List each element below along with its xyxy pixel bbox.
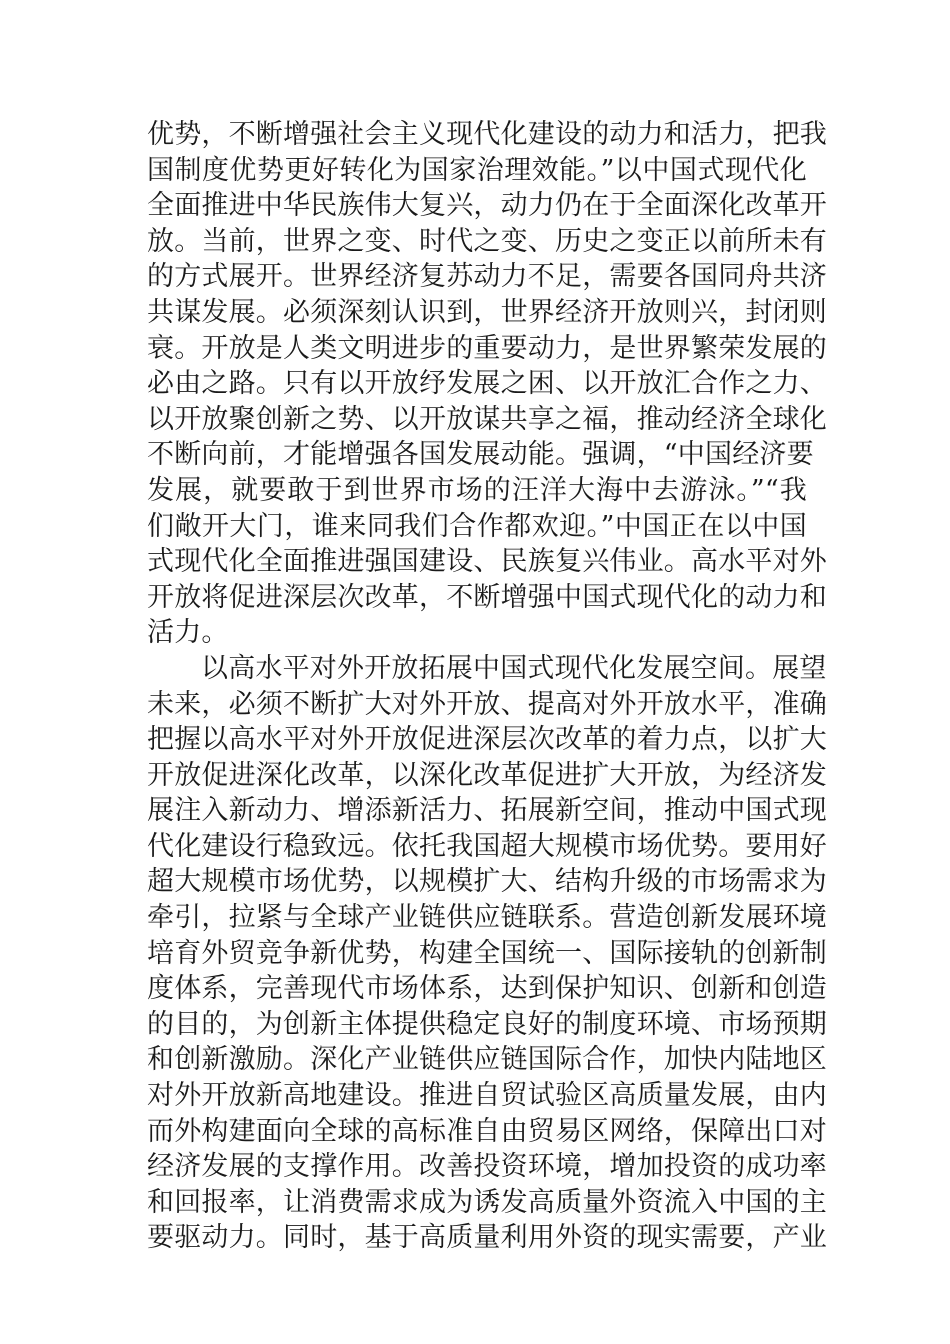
text-line: 开放将促进深层次改革，不断增强中国式现代化的动力和 <box>147 581 827 613</box>
text-line: 的方式展开。世界经济复苏动力不足，需要各国同舟共济 <box>147 261 827 293</box>
text-line: 开放促进深化改革，以深化改革促进扩大开放，为经济发 <box>147 759 827 791</box>
body-text <box>147 117 827 1256</box>
text-line: 的目的，为创新主体提供稳定良好的制度环境、市场预期 <box>147 1008 827 1040</box>
text-line: 们敞开大门，谁来同我们合作都欢迎。”中国正在以中国 <box>147 510 807 542</box>
paragraph <box>147 117 827 651</box>
text-line: 而外构建面向全球的高标准自由贸易区网络，保障出口对 <box>147 1115 827 1147</box>
text-line: 不断向前，才能增强各国发展动能。强调，“中国经济要 <box>147 439 814 471</box>
text-line: 未来，必须不断扩大对外开放、提高对外开放水平，准确 <box>147 688 827 720</box>
text-line: 衰。开放是人类文明进步的重要动力，是世界繁荣发展的 <box>147 332 827 364</box>
text-line: 共谋发展。必须深刻认识到，世界经济开放则兴，封闭则 <box>147 296 827 328</box>
text-line: 和回报率，让消费需求成为诱发高质量外资流入中国的主 <box>147 1186 827 1218</box>
paragraph <box>147 651 827 1256</box>
text-line: 对外开放新高地建设。推进自贸试验区高质量发展，由内 <box>147 1080 827 1112</box>
text-line: 必由之路。只有以开放纾发展之困、以开放汇合作之力、 <box>147 368 827 400</box>
text-line: 国制度优势更好转化为国家治理效能。”以中国式现代化 <box>147 154 807 186</box>
text-line: 要驱动力。同时，基于高质量利用外资的现实需要，产业 <box>147 1222 827 1254</box>
text-line: 活力。 <box>147 617 229 649</box>
text-line: 全面推进中华民族伟大复兴，动力仍在于全面深化改革开 <box>147 190 827 222</box>
text-line: 代化建设行稳致远。依托我国超大规模市场优势。要用好 <box>147 830 827 862</box>
text-line: 超大规模市场优势，以规模扩大、结构升级的市场需求为 <box>147 866 827 898</box>
text-line: 以高水平对外开放拓展中国式现代化发展空间。展望 <box>201 652 827 684</box>
text-line: 展注入新动力、增添新活力、拓展新空间，推动中国式现 <box>147 795 827 827</box>
text-line: 经济发展的支撑作用。改善投资环境，增加投资的成功率 <box>147 1151 827 1183</box>
text-line: 式现代化全面推进强国建设、民族复兴伟业。高水平对外 <box>147 546 827 578</box>
text-line: 牵引，拉紧与全球产业链供应链联系。营造创新发展环境 <box>147 902 827 934</box>
text-line: 培育外贸竞争新优势，构建全国统一、国际接轨的创新制 <box>147 937 827 969</box>
text-line: 放。当前，世界之变、时代之变、历史之变正以前所未有 <box>147 225 827 257</box>
text-line: 以开放聚创新之势、以开放谋共享之福，推动经济全球化 <box>147 403 827 435</box>
text-line: 发展，就要敢于到世界市场的汪洋大海中去游泳。”“我 <box>147 474 807 506</box>
text-line: 和创新激励。深化产业链供应链国际合作，加快内陆地区 <box>147 1044 827 1076</box>
text-line: 把握以高水平对外开放促进深层次改革的着力点，以扩大 <box>147 724 827 756</box>
text-line: 优势，不断增强社会主义现代化建设的动力和活力，把我 <box>147 119 827 150</box>
text-line: 度体系，完善现代市场体系，达到保护知识、创新和创造 <box>147 973 827 1005</box>
